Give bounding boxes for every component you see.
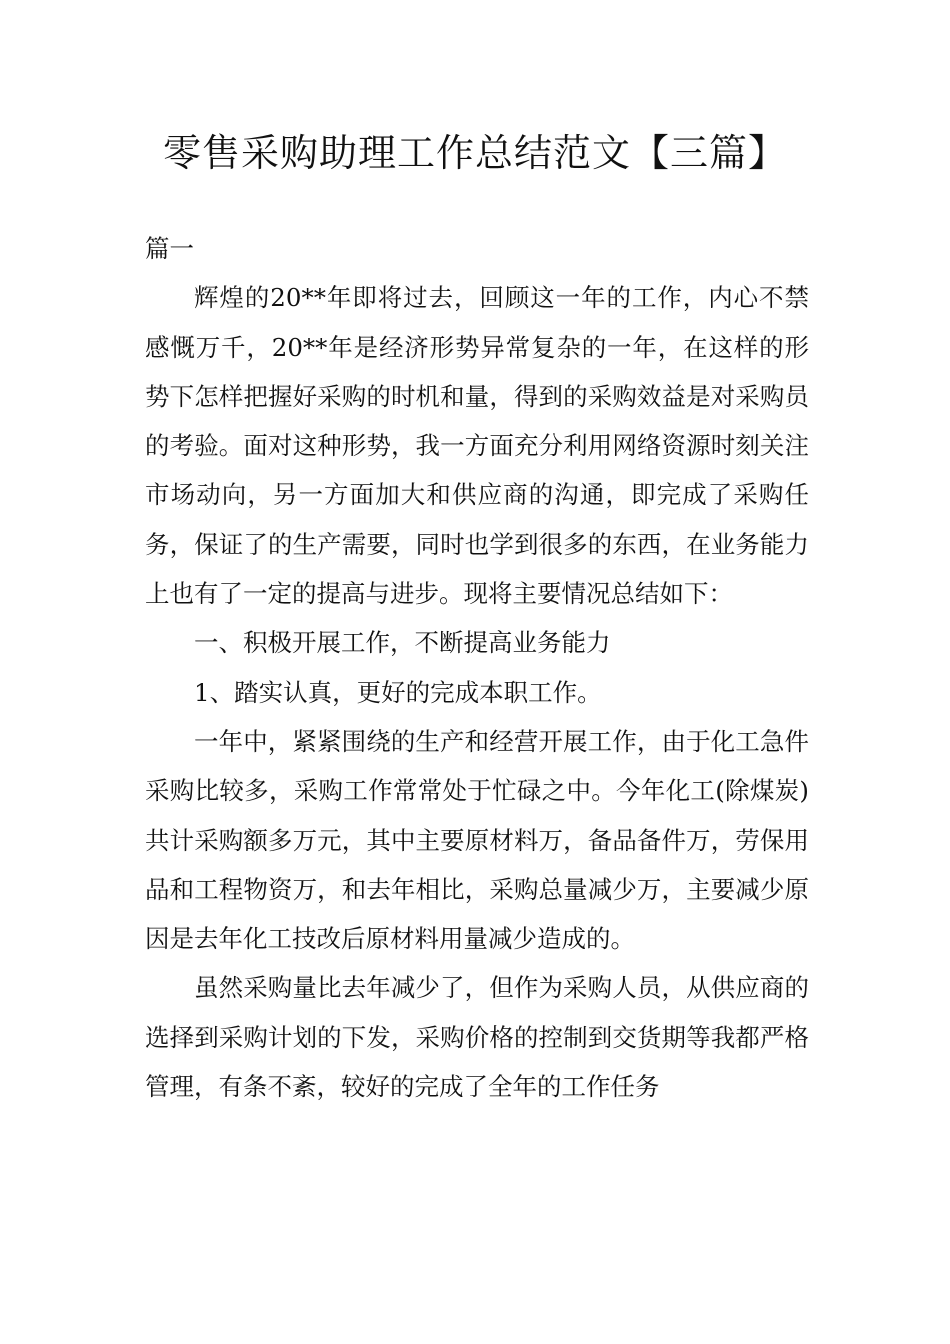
- document-body: [145, 224, 809, 1111]
- section-label: 篇一: [145, 234, 194, 263]
- document-title: 零售采购助理工作总结范文【三篇】: [162, 131, 787, 175]
- subsection-heading: 1、踏实认真，更好的完成本职工作。: [194, 677, 602, 707]
- section-heading: 一、积极开展工作，不断提高业务能力: [194, 628, 611, 658]
- paragraph: 辉煌的20**年即将过去，回顾这一年的工作，内心不禁感慨万千，20**年是经济形势异常复杂的一年，在这样的形势下怎样把握好采购的时机和量，得到的采购效益是对采购员的考验。面对这种形势，我一方面充分利用网络资源时刻关注市场动向，另一方面加大和供应商的沟通，即完成了采购任务，保证了的生产需要，同时也学到很多的东西，在业务能力上也有了一定的提高与进步。现将主要情况总结如下：: [145, 283, 809, 609]
- paragraph: 虽然采购量比去年减少了，但作为采购人员，从供应商的选择到采购计划的下发，采购价格的控制到交货期等我都严格管理，有条不紊，较好的完成了全年的工作任务: [145, 973, 809, 1102]
- paragraph: 一年中，紧紧围绕的生产和经营开展工作，由于化工急件采购比较多，采购工作常常处于忙碌之中。今年化工(除煤炭)共计采购额多万元，其中主要原材料万，备品备件万，劳保用品和工程物资万，和去年相比，采购总量减少万，主要减少原因是去年化工技改后原材料用量减少造成的。: [145, 726, 809, 954]
